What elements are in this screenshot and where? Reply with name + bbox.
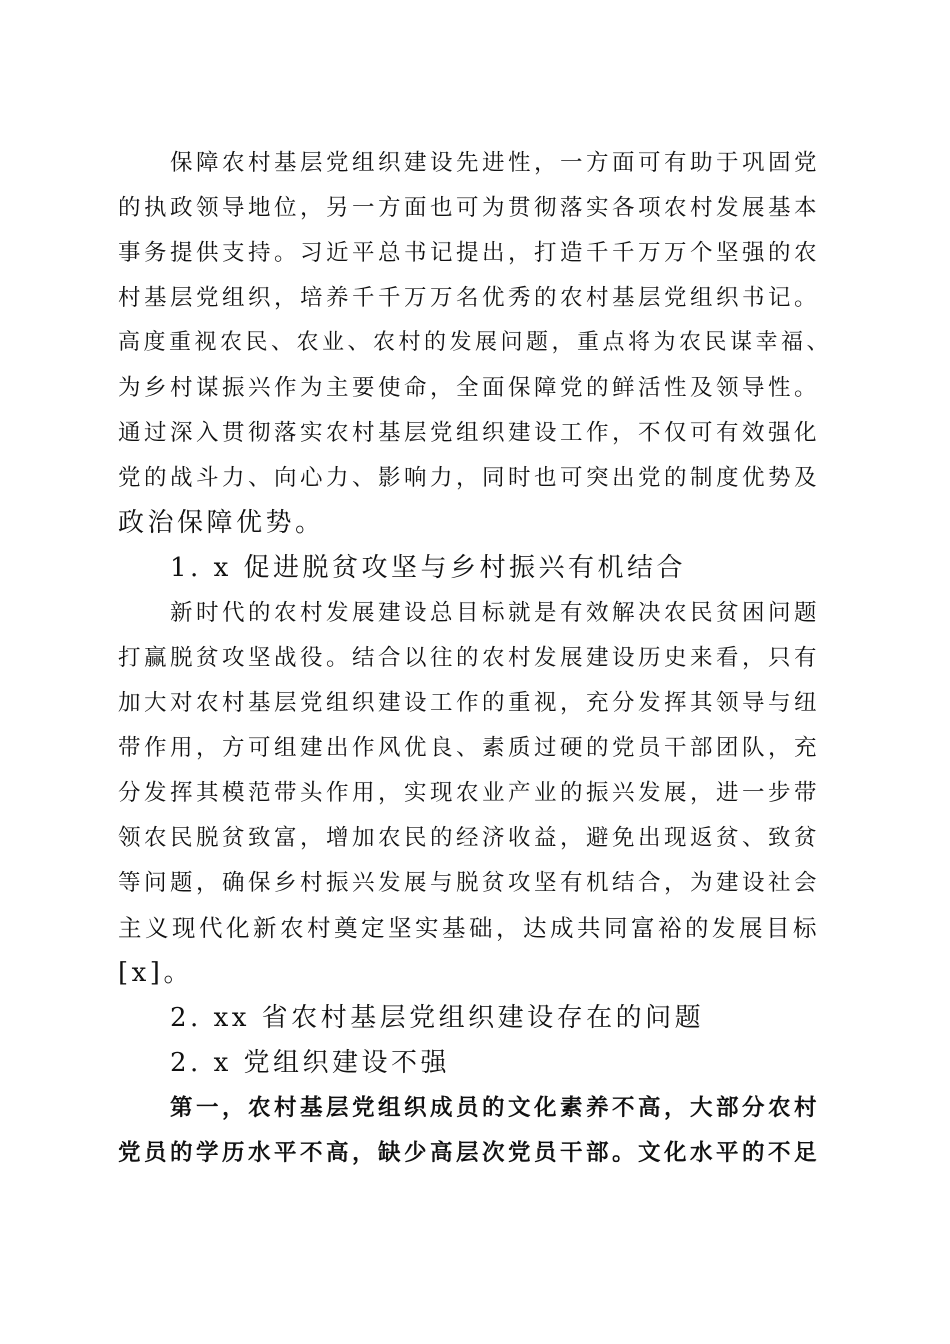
text-line: 主义现代化新农村奠定坚实基础，达成共同富裕的发展目标 bbox=[118, 914, 820, 942]
text-line: [x]。 bbox=[118, 958, 193, 988]
text-line: 高度重视农民、农业、农村的发展问题，重点将为农民谋幸福、 bbox=[118, 330, 833, 355]
text-line: 新时代的农村发展建设总目标就是有效解决农民贫困问题 bbox=[170, 600, 821, 626]
text-line: 打赢脱贫攻坚战役。结合以往的农村发展建设历史来看，只有 bbox=[118, 645, 821, 671]
text-line: 等问题，确保乡村振兴发展与脱贫攻坚有机结合，为建设社会 bbox=[118, 870, 821, 896]
text-line: 通过深入贯彻落实农村基层党组织建设工作，不仅可有效强化 bbox=[118, 420, 821, 446]
text-line: 党员的学历水平不高，缺少高层次党员干部。文化水平的不足 bbox=[118, 1140, 821, 1166]
text-line: 为乡村谋振兴作为主要使命，全面保障党的鲜活性及领导性。 bbox=[118, 375, 821, 401]
section-heading-1-x: 1. x 促进脱贫攻坚与乡村振兴有机结合 bbox=[170, 553, 686, 583]
text-line: 党的战斗力、向心力、影响力，同时也可突出党的制度优势及 bbox=[118, 465, 821, 491]
section-heading-2: 2. xx 省农村基层党组织建设存在的问题 bbox=[170, 1003, 705, 1033]
text-line: 村基层党组织，培养千千万万名优秀的农村基层党组织书记。 bbox=[118, 285, 821, 311]
text-line: 领农民脱贫致富，增加农民的经济收益，避免出现返贫、致贫 bbox=[118, 825, 821, 851]
text-line: 分发挥其模范带头作用，实现农业产业的振兴发展，进一步带 bbox=[118, 780, 821, 806]
text-line: 政治保障优势。 bbox=[118, 508, 325, 538]
text-line: 带作用，方可组建出作风优良、素质过硬的党员干部团队，充 bbox=[118, 735, 821, 761]
text-line: 的执政领导地位，另一方面也可为贯彻落实各项农村发展基本 bbox=[118, 195, 821, 221]
text-line: 第一，农村基层党组织成员的文化素养不高，大部分农村 bbox=[170, 1095, 821, 1121]
text-line: 加大对农村基层党组织建设工作的重视，充分发挥其领导与纽 bbox=[118, 690, 821, 716]
text-line: 保障农村基层党组织建设先进性，一方面可有助于巩固党 bbox=[170, 150, 821, 176]
text-line: 事务提供支持。习近平总书记提出，打造千千万万个坚强的农 bbox=[118, 240, 821, 266]
section-heading-2-x: 2. x 党组织建设不强 bbox=[170, 1048, 450, 1078]
